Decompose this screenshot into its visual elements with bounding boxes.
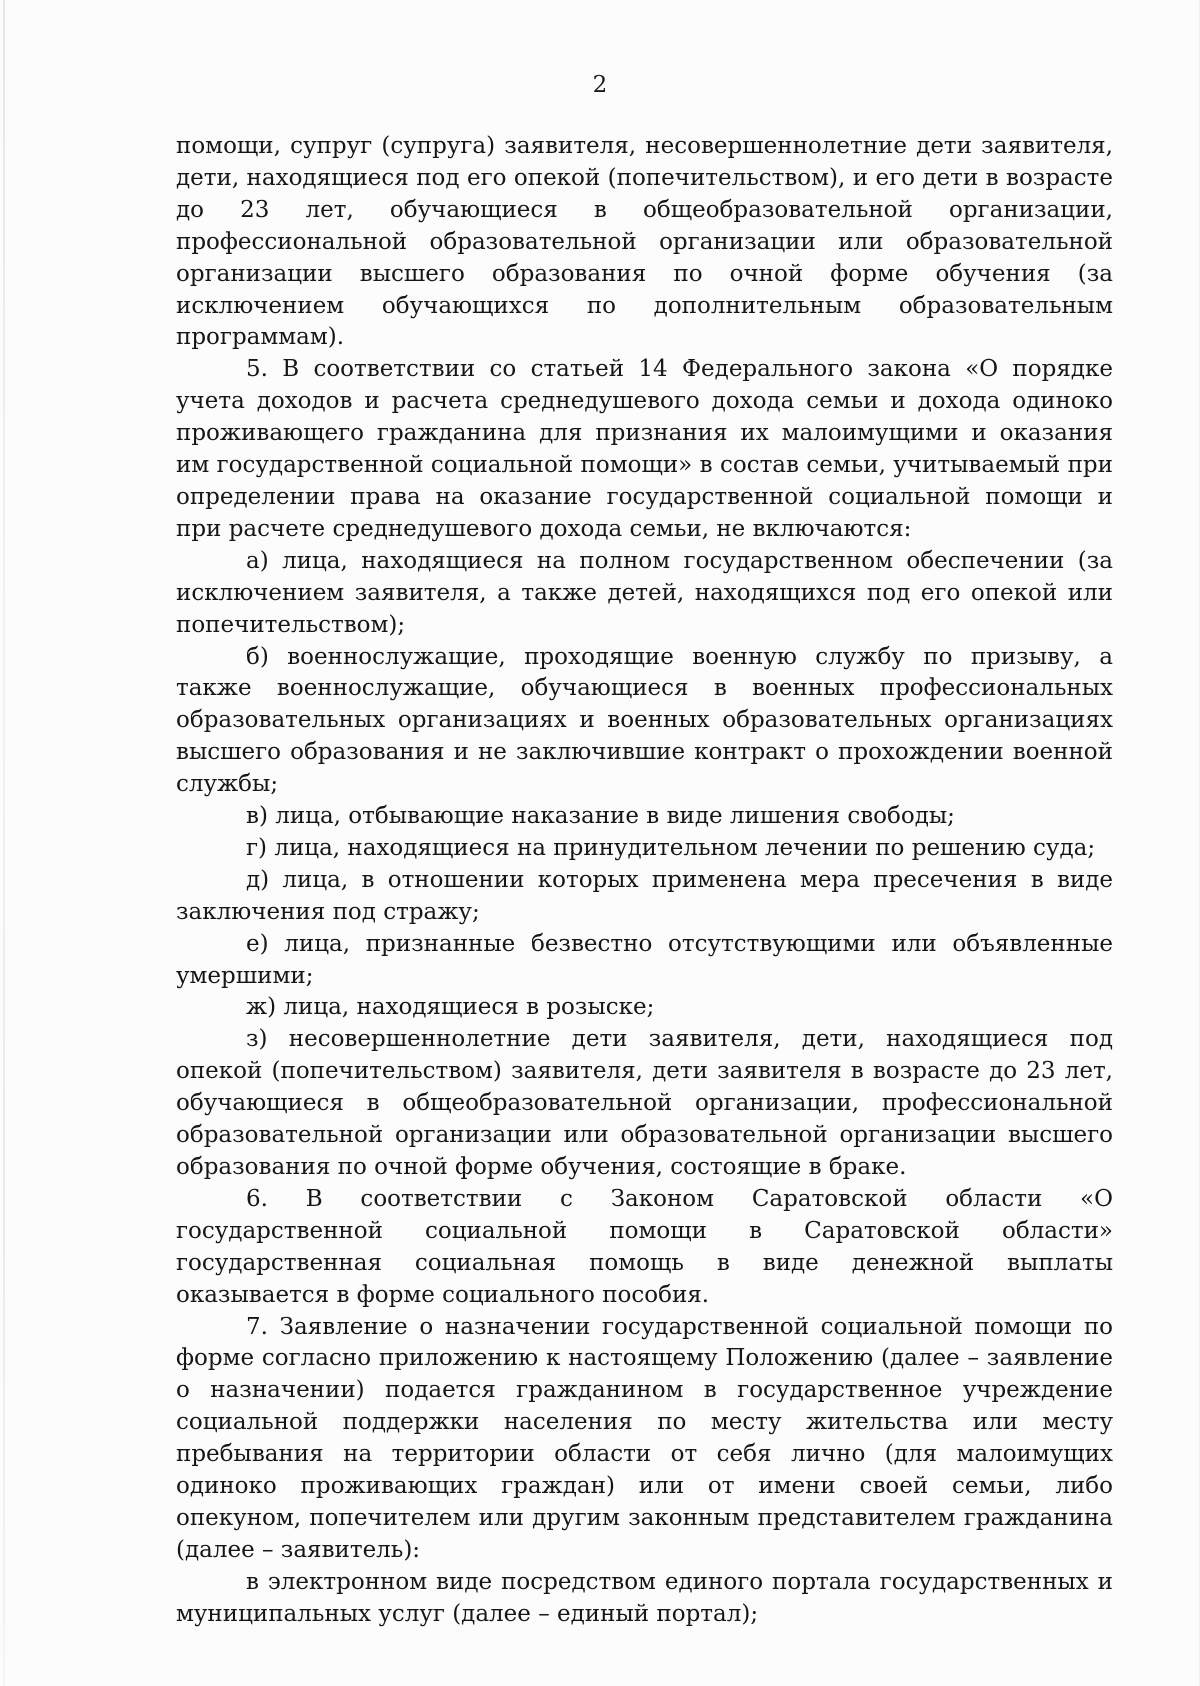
- paragraph-continuation: помощи, супруг (супруга) заявителя, несовершеннолетние дети заявителя, дети, находящиеся под его опекой (попечительством), и его дети в возрасте до 23 лет, обучающиеся в общеобразовательной организации, профессиональной образовательной организации или образовательной организации высшего образования по очной форме обучения (за исключением обучающихся по дополнительным образовательным программам).: [176, 133, 1113, 351]
- page-number: 2: [592, 72, 608, 98]
- paragraph-item-6: 6. В соответствии с Законом Саратовской области «О государственной социальной помощи в Саратовской области» государственная социальная помощь в виде денежной выплаты оказывается в форме социального пособия.: [176, 1185, 1113, 1308]
- paragraph-subitem-g: г) лица, находящиеся на принудительном лечении по решению суда;: [246, 834, 1096, 861]
- paragraph-electronic-submission: в электронном виде посредством единого портала государственных и муниципальных услуг (далее – единый портал);: [176, 1568, 1113, 1627]
- paragraph-subitem-d: д) лица, в отношении которых применена мера пресечения в виде заключения под стражу;: [176, 866, 1113, 925]
- paragraph-subitem-e: е) лица, признанные безвестно отсутствующими или объявленные умершими;: [176, 930, 1113, 989]
- paragraph-item-5: 5. В соответствии со статьей 14 Федерального закона «О порядке учета доходов и расчета среднедушевого дохода семьи и дохода одиноко проживающего гражданина для признания их малоимущими и оказания им государственной социальной помощи» в состав семьи, учитываемый при определении права на оказание государственной социальной помощи и при расчете среднедушевого дохода семьи, не включаются:: [176, 356, 1113, 542]
- document-body: [176, 131, 1113, 1631]
- paragraph-subitem-a: а) лица, находящиеся на полном государственном обеспечении (за исключением заявителя, а также детей, находящихся под его опекой или попечительством);: [176, 547, 1113, 638]
- paragraph-subitem-z: з) несовершеннолетние дети заявителя, дети, находящиеся под опекой (попечительством) заявителя, дети заявителя в возрасте до 23 лет, обучающиеся в общеобразовательной организации, профессиональной образовательной организации или образовательной организации высшего образования по очной форме обучения, состоящие в браке.: [176, 1026, 1113, 1180]
- paragraph-subitem-v: в) лица, отбывающие наказание в виде лишения свободы;: [246, 803, 955, 830]
- paragraph-item-7: 7. Заявление о назначении государственной социальной помощи по форме согласно приложению к настоящему Положению (далее – заявление о назначении) подается гражданином в государственное учреждение социальной поддержки населения по месту жительства или месту пребывания на территории области от себя лично (для малоимущих одиноко проживающих граждан) или от имени своей семьи, либо опекуном, попечителем или другим законным представителем гражданина (далее – заявитель):: [176, 1313, 1113, 1563]
- paragraph-subitem-zh: ж) лица, находящиеся в розыске;: [246, 994, 655, 1021]
- paragraph-subitem-b: б) военнослужащие, проходящие военную службу по призыву, а также военнослужащие, обучающиеся в военных профессиональных образовательных организациях и военных образовательных организациях высшего образования и не заключившие контракт о прохождении военной службы;: [176, 643, 1113, 798]
- scan-edge-left: [3, 0, 5, 1686]
